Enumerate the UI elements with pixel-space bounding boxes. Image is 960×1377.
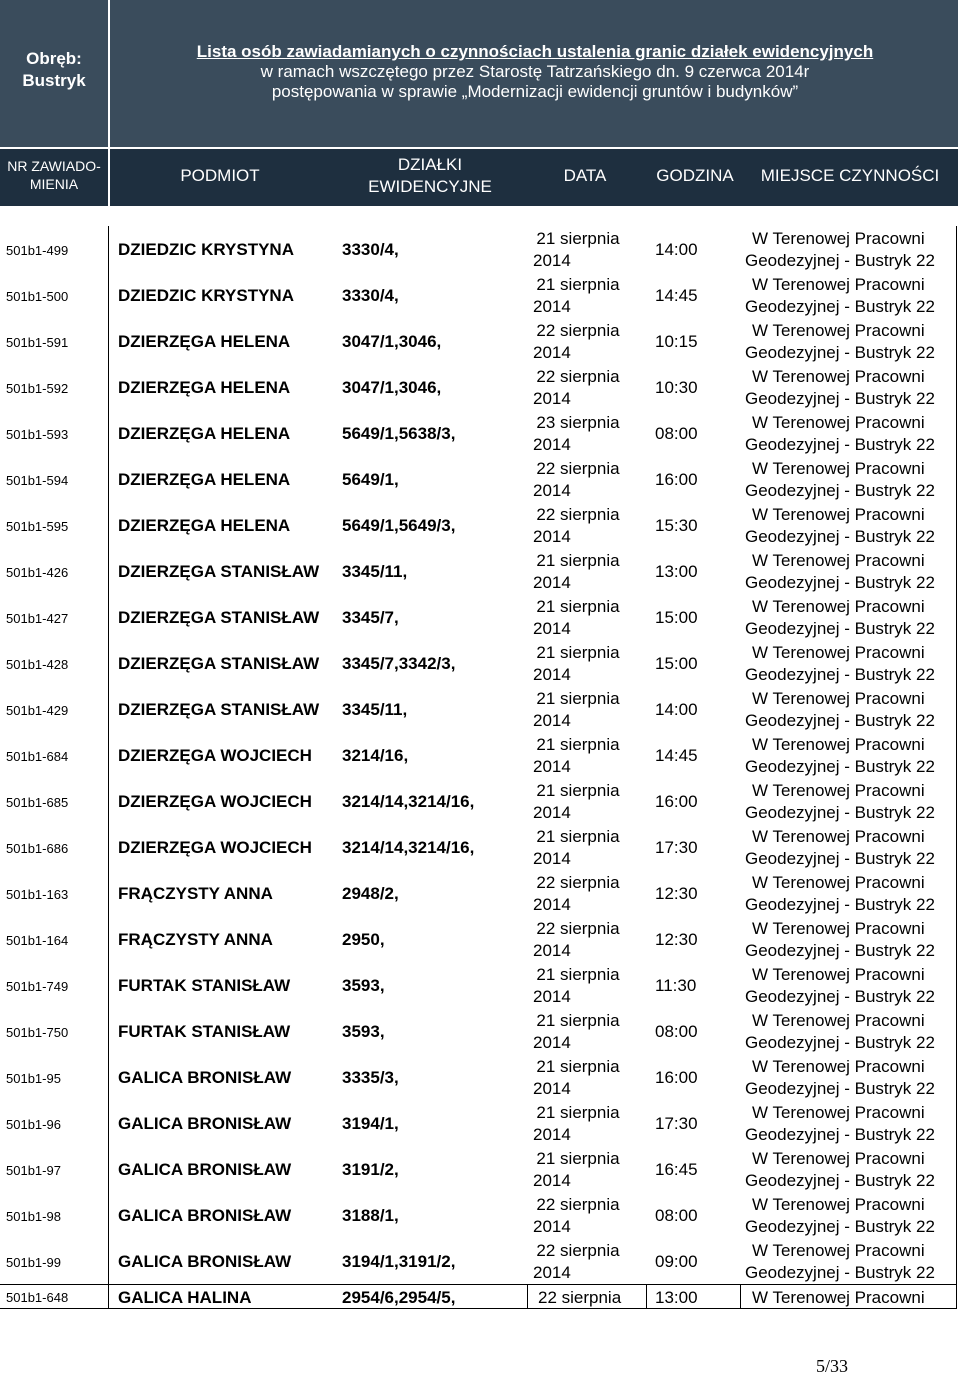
column-header-nr-line1: NR ZAWIADO- <box>7 158 101 174</box>
row-place-line2: Geodezyjnej - Bustryk 22 <box>745 665 935 684</box>
row-place-line1: W Terenowej Pracowni <box>752 919 925 938</box>
row-time: 08:00 <box>655 1206 698 1225</box>
row-date-line1: 23 sierpnia <box>536 413 620 432</box>
column-header-data: DATA <box>563 166 607 185</box>
table-row <box>0 824 958 870</box>
row-dzialki: 3194/1,3191/2, <box>342 1252 456 1271</box>
row-nr: 501b1-686 <box>6 841 69 856</box>
row-date-line1: 21 sierpnia <box>536 1057 620 1076</box>
row-nr: 501b1-163 <box>6 887 69 902</box>
row-nr: 501b1-500 <box>6 289 69 304</box>
row-nr: 501b1-428 <box>6 657 69 672</box>
row-time: 13:00 <box>655 1288 698 1307</box>
table-row <box>0 410 958 456</box>
row-dzialki: 3345/7, <box>342 608 399 627</box>
table-row <box>0 962 958 1008</box>
row-podmiot: DZIERZĘGA WOJCIECH <box>118 838 312 857</box>
table-row <box>0 916 958 962</box>
row-date-line2: 2014 <box>533 987 571 1006</box>
row-place-line2: Geodezyjnej - Bustryk 22 <box>745 343 935 362</box>
row-date-line1: 22 sierpnia <box>536 321 620 340</box>
row-dzialki: 3335/3, <box>342 1068 399 1087</box>
row-place-line1: W Terenowej Pracowni <box>752 459 925 478</box>
table-row <box>0 1054 958 1100</box>
row-dzialki: 3047/1,3046, <box>342 378 442 397</box>
row-time: 08:00 <box>655 1022 698 1041</box>
row-dzialki: 5649/1,5638/3, <box>342 424 456 443</box>
row-dzialki: 3214/16, <box>342 746 409 765</box>
table-row <box>0 1238 958 1284</box>
row-date-line1: 21 sierpnia <box>536 965 620 984</box>
row-date-line2: 2014 <box>533 849 571 868</box>
row-date-line1: 22 sierpnia <box>536 1195 620 1214</box>
row-date-line1: 22 sierpnia <box>536 919 620 938</box>
row-place-line2: Geodezyjnej - Bustryk 22 <box>745 803 935 822</box>
row-date-line2: 2014 <box>533 1079 571 1098</box>
row-place-line1: W Terenowej Pracowni <box>752 413 925 432</box>
row-nr: 501b1-685 <box>6 795 69 810</box>
row-time: 15:00 <box>655 654 698 673</box>
table-header <box>0 0 958 206</box>
row-place-line1: W Terenowej Pracowni <box>752 597 925 616</box>
row-time: 16:00 <box>655 792 698 811</box>
column-header-podmiot: PODMIOT <box>180 166 260 185</box>
row-place-line1: W Terenowej Pracowni <box>752 1011 925 1030</box>
row-place-line2: Geodezyjnej - Bustryk 22 <box>745 1125 935 1144</box>
row-nr: 501b1-99 <box>6 1255 61 1270</box>
row-place-line2: Geodezyjnej - Bustryk 22 <box>745 619 935 638</box>
table-row <box>0 870 958 916</box>
row-dzialki: 3214/14,3214/16, <box>342 792 475 811</box>
row-time: 13:00 <box>655 562 698 581</box>
row-dzialki: 3194/1, <box>342 1114 399 1133</box>
row-dzialki: 5649/1,5649/3, <box>342 516 456 535</box>
row-nr: 501b1-426 <box>6 565 69 580</box>
row-nr: 501b1-427 <box>6 611 69 626</box>
row-place-line1: W Terenowej Pracowni <box>752 689 925 708</box>
row-date-line2: 2014 <box>533 941 571 960</box>
row-place-line1: W Terenowej Pracowni <box>752 643 925 662</box>
table-row <box>0 502 958 548</box>
row-nr: 501b1-750 <box>6 1025 69 1040</box>
row-date-line2: 2014 <box>533 343 571 362</box>
row-nr: 501b1-684 <box>6 749 69 764</box>
row-time: 17:30 <box>655 838 698 857</box>
row-date-line2: 2014 <box>533 1033 571 1052</box>
row-place-line1: W Terenowej Pracowni <box>752 781 925 800</box>
row-date-line1: 22 sierpnia <box>536 459 620 478</box>
row-date-line2: 2014 <box>533 711 571 730</box>
row-place-line1: W Terenowej Pracowni <box>752 1103 925 1122</box>
table-row <box>0 456 958 502</box>
row-date-line1: 21 sierpnia <box>536 1149 620 1168</box>
row-place-line1: W Terenowej Pracowni <box>752 735 925 754</box>
row-nr: 501b1-594 <box>6 473 69 488</box>
row-dzialki: 3330/4, <box>342 240 399 259</box>
row-dzialki: 3330/4, <box>342 286 399 305</box>
row-date-line2: 2014 <box>533 803 571 822</box>
row-dzialki: 2948/2, <box>342 884 399 903</box>
row-dzialki: 3345/11, <box>342 700 408 719</box>
row-place-line2: Geodezyjnej - Bustryk 22 <box>745 711 935 730</box>
row-dzialki: 3593, <box>342 1022 385 1041</box>
row-time: 15:00 <box>655 608 698 627</box>
row-place-line1: W Terenowej Pracowni <box>752 229 925 248</box>
row-date-line1: 21 sierpnia <box>536 643 620 662</box>
row-place-line1: W Terenowej Pracowni <box>752 1195 925 1214</box>
row-date-line2: 2014 <box>533 435 571 454</box>
row-time: 17:30 <box>655 1114 698 1133</box>
row-time: 10:30 <box>655 378 698 397</box>
row-date-line1: 22 sierpnia <box>536 367 620 386</box>
row-place-line2: Geodezyjnej - Bustryk 22 <box>745 895 935 914</box>
row-place-line1: W Terenowej Pracowni <box>752 1241 925 1260</box>
column-header-miejsce: MIEJSCE CZYNNOŚCI <box>760 166 940 185</box>
row-date-line2: 2014 <box>533 481 571 500</box>
row-nr: 501b1-499 <box>6 243 69 258</box>
row-nr: 501b1-648 <box>6 1290 69 1305</box>
row-dzialki: 3214/14,3214/16, <box>342 838 475 857</box>
row-place-line1: W Terenowej Pracowni <box>752 367 925 386</box>
row-podmiot: DZIERZĘGA STANISŁAW <box>118 700 320 719</box>
row-place-line2: Geodezyjnej - Bustryk 22 <box>745 987 935 1006</box>
table-row <box>0 1146 958 1192</box>
row-place-line1: W Terenowej Pracowni <box>752 873 925 892</box>
table-row <box>0 1192 958 1238</box>
row-podmiot: FURTAK STANISŁAW <box>118 976 291 995</box>
row-place-line2: Geodezyjnej - Bustryk 22 <box>745 297 935 316</box>
row-dzialki: 3345/7,3342/3, <box>342 654 456 673</box>
row-podmiot: FRĄCZYSTY ANNA <box>118 884 273 903</box>
row-time: 08:00 <box>655 424 698 443</box>
row-time: 15:30 <box>655 516 698 535</box>
row-podmiot: DZIERZĘGA WOJCIECH <box>118 792 312 811</box>
row-podmiot: DZIERZĘGA HELENA <box>118 424 291 443</box>
row-place-line2: Geodezyjnej - Bustryk 22 <box>745 251 935 270</box>
row-place-line1: W Terenowej Pracowni <box>752 1057 925 1076</box>
page-number: 5/33 <box>816 1356 849 1376</box>
row-podmiot: FURTAK STANISŁAW <box>118 1022 291 1041</box>
row-time: 11:30 <box>655 976 697 995</box>
row-nr: 501b1-98 <box>6 1209 61 1224</box>
row-place-line2: Geodezyjnej - Bustryk 22 <box>745 1033 935 1052</box>
row-dzialki: 3191/2, <box>342 1160 399 1179</box>
table-row <box>0 686 958 732</box>
row-date-line2: 2014 <box>533 297 571 316</box>
row-date-line1: 21 sierpnia <box>536 551 620 570</box>
table-row <box>0 272 958 318</box>
row-place-line2: Geodezyjnej - Bustryk 22 <box>745 757 935 776</box>
row-date-line1: 22 sierpnia <box>536 873 620 892</box>
table-row <box>0 640 958 686</box>
row-place-line1: W Terenowej Pracowni <box>752 505 925 524</box>
row-date-line1: 21 sierpnia <box>536 1011 620 1030</box>
column-header-nr-line2: MIENIA <box>29 176 79 192</box>
table-row <box>0 548 958 594</box>
column-header-dzialki-line2: EWIDENCYJNE <box>368 177 492 196</box>
row-time: 14:00 <box>655 240 698 259</box>
row-place-line2: Geodezyjnej - Bustryk 22 <box>745 389 935 408</box>
row-date: 22 sierpnia <box>538 1288 622 1307</box>
row-place: W Terenowej Pracowni <box>752 1288 925 1307</box>
table-row <box>0 364 958 410</box>
row-nr: 501b1-595 <box>6 519 69 534</box>
column-header-nr <box>0 157 108 193</box>
row-time: 14:45 <box>655 286 698 305</box>
row-date-line1: 22 sierpnia <box>536 505 620 524</box>
row-nr: 501b1-593 <box>6 427 69 442</box>
row-time: 16:45 <box>655 1160 698 1179</box>
row-podmiot: GALICA HALINA <box>118 1288 252 1307</box>
row-date-line2: 2014 <box>533 251 571 270</box>
row-dzialki: 2950, <box>342 930 385 949</box>
obreb-label-block <box>0 48 108 92</box>
column-header-godzina: GODZINA <box>656 166 734 185</box>
row-nr: 501b1-591 <box>6 335 69 350</box>
row-podmiot: GALICA BRONISŁAW <box>118 1114 292 1133</box>
row-date-line2: 2014 <box>533 389 571 408</box>
row-date-line2: 2014 <box>533 1217 571 1236</box>
row-place-line1: W Terenowej Pracowni <box>752 1149 925 1168</box>
row-date-line1: 22 sierpnia <box>536 1241 620 1260</box>
row-place-line2: Geodezyjnej - Bustryk 22 <box>745 1217 935 1236</box>
table-row <box>0 226 958 272</box>
header-divider <box>0 147 958 149</box>
row-place-line1: W Terenowej Pracowni <box>752 965 925 984</box>
row-nr: 501b1-95 <box>6 1071 61 1086</box>
row-podmiot: DZIEDZIC KRYSTYNA <box>118 240 294 259</box>
row-date-line2: 2014 <box>533 895 571 914</box>
row-dzialki: 3188/1, <box>342 1206 399 1225</box>
row-nr: 501b1-592 <box>6 381 69 396</box>
row-dzialki: 5649/1, <box>342 470 399 489</box>
row-date-line2: 2014 <box>533 1171 571 1190</box>
row-place-line2: Geodezyjnej - Bustryk 22 <box>745 1079 935 1098</box>
row-podmiot: DZIEDZIC KRYSTYNA <box>118 286 294 305</box>
row-podmiot: GALICA BRONISŁAW <box>118 1160 292 1179</box>
row-date-line1: 21 sierpnia <box>536 1103 620 1122</box>
table-row <box>0 1285 958 1309</box>
row-date-line2: 2014 <box>533 665 571 684</box>
row-podmiot: DZIERZĘGA STANISŁAW <box>118 562 320 581</box>
row-podmiot: DZIERZĘGA STANISŁAW <box>118 608 320 627</box>
row-podmiot: DZIERZĘGA HELENA <box>118 470 291 489</box>
row-time: 16:00 <box>655 1068 698 1087</box>
row-place-line1: W Terenowej Pracowni <box>752 827 925 846</box>
obreb-value: Bustryk <box>22 71 86 90</box>
row-podmiot: DZIERZĘGA HELENA <box>118 332 291 351</box>
table-row <box>0 732 958 778</box>
row-date-line2: 2014 <box>533 1125 571 1144</box>
row-date-line1: 21 sierpnia <box>536 229 620 248</box>
row-nr: 501b1-164 <box>6 933 69 948</box>
row-time: 14:45 <box>655 746 698 765</box>
row-place-line1: W Terenowej Pracowni <box>752 275 925 294</box>
row-date-line1: 21 sierpnia <box>536 689 620 708</box>
row-place-line2: Geodezyjnej - Bustryk 22 <box>745 481 935 500</box>
row-podmiot: DZIERZĘGA STANISŁAW <box>118 654 320 673</box>
title-line-3: postępowania w sprawie „Modernizacji ewidencji gruntów i budynków” <box>271 82 799 101</box>
row-time: 16:00 <box>655 470 698 489</box>
table-row <box>0 778 958 824</box>
row-time: 12:30 <box>655 930 698 949</box>
row-dzialki: 3047/1,3046, <box>342 332 442 351</box>
row-podmiot: GALICA BRONISŁAW <box>118 1206 292 1225</box>
row-nr: 501b1-96 <box>6 1117 61 1132</box>
row-date-line1: 21 sierpnia <box>536 827 620 846</box>
row-place-line2: Geodezyjnej - Bustryk 22 <box>745 941 935 960</box>
row-nr: 501b1-97 <box>6 1163 61 1178</box>
column-header-dzialki <box>340 154 520 198</box>
row-place-line2: Geodezyjnej - Bustryk 22 <box>745 849 935 868</box>
row-place-line2: Geodezyjnej - Bustryk 22 <box>745 527 935 546</box>
row-time: 14:00 <box>655 700 698 719</box>
title-line-2: w ramach wszczętego przez Starostę Tatrzańskiego dn. 9 czerwca 2014r <box>260 62 810 81</box>
row-podmiot: GALICA BRONISŁAW <box>118 1252 292 1271</box>
row-place-line2: Geodezyjnej - Bustryk 22 <box>745 435 935 454</box>
table-row <box>0 1100 958 1146</box>
row-date-line2: 2014 <box>533 527 571 546</box>
row-time: 10:15 <box>655 332 698 351</box>
row-date-line2: 2014 <box>533 573 571 592</box>
row-date-line2: 2014 <box>533 757 571 776</box>
row-podmiot: FRĄCZYSTY ANNA <box>118 930 273 949</box>
row-nr: 501b1-429 <box>6 703 69 718</box>
row-place-line2: Geodezyjnej - Bustryk 22 <box>745 1263 935 1282</box>
row-time: 09:00 <box>655 1252 698 1271</box>
row-podmiot: DZIERZĘGA HELENA <box>118 516 291 535</box>
title-line-1: Lista osób zawiadamianych o czynnościach ustalenia granic działek ewidencyjnych <box>196 42 874 61</box>
table-row <box>0 1008 958 1054</box>
row-date-line1: 21 sierpnia <box>536 781 620 800</box>
row-dzialki: 3593, <box>342 976 385 995</box>
obreb-label: Obręb: <box>26 49 82 68</box>
row-nr: 501b1-749 <box>6 979 69 994</box>
row-time: 12:30 <box>655 884 698 903</box>
row-podmiot: DZIERZĘGA WOJCIECH <box>118 746 312 765</box>
row-podmiot: DZIERZĘGA HELENA <box>118 378 291 397</box>
row-date-line1: 21 sierpnia <box>536 597 620 616</box>
row-podmiot: GALICA BRONISŁAW <box>118 1068 292 1087</box>
row-place-line2: Geodezyjnej - Bustryk 22 <box>745 573 935 592</box>
row-place-line2: Geodezyjnej - Bustryk 22 <box>745 1171 935 1190</box>
row-date-line1: 21 sierpnia <box>536 735 620 754</box>
row-date-line2: 2014 <box>533 619 571 638</box>
table-row <box>0 318 958 364</box>
row-dzialki: 3345/11, <box>342 562 408 581</box>
row-place-line1: W Terenowej Pracowni <box>752 551 925 570</box>
row-place-line1: W Terenowej Pracowni <box>752 321 925 340</box>
table-row <box>0 594 958 640</box>
row-date-line2: 2014 <box>533 1263 571 1282</box>
row-date-line1: 21 sierpnia <box>536 275 620 294</box>
row-dzialki: 2954/6,2954/5, <box>342 1288 456 1307</box>
document-title <box>112 42 958 102</box>
column-header-dzialki-line1: DZIAŁKI <box>397 155 463 174</box>
